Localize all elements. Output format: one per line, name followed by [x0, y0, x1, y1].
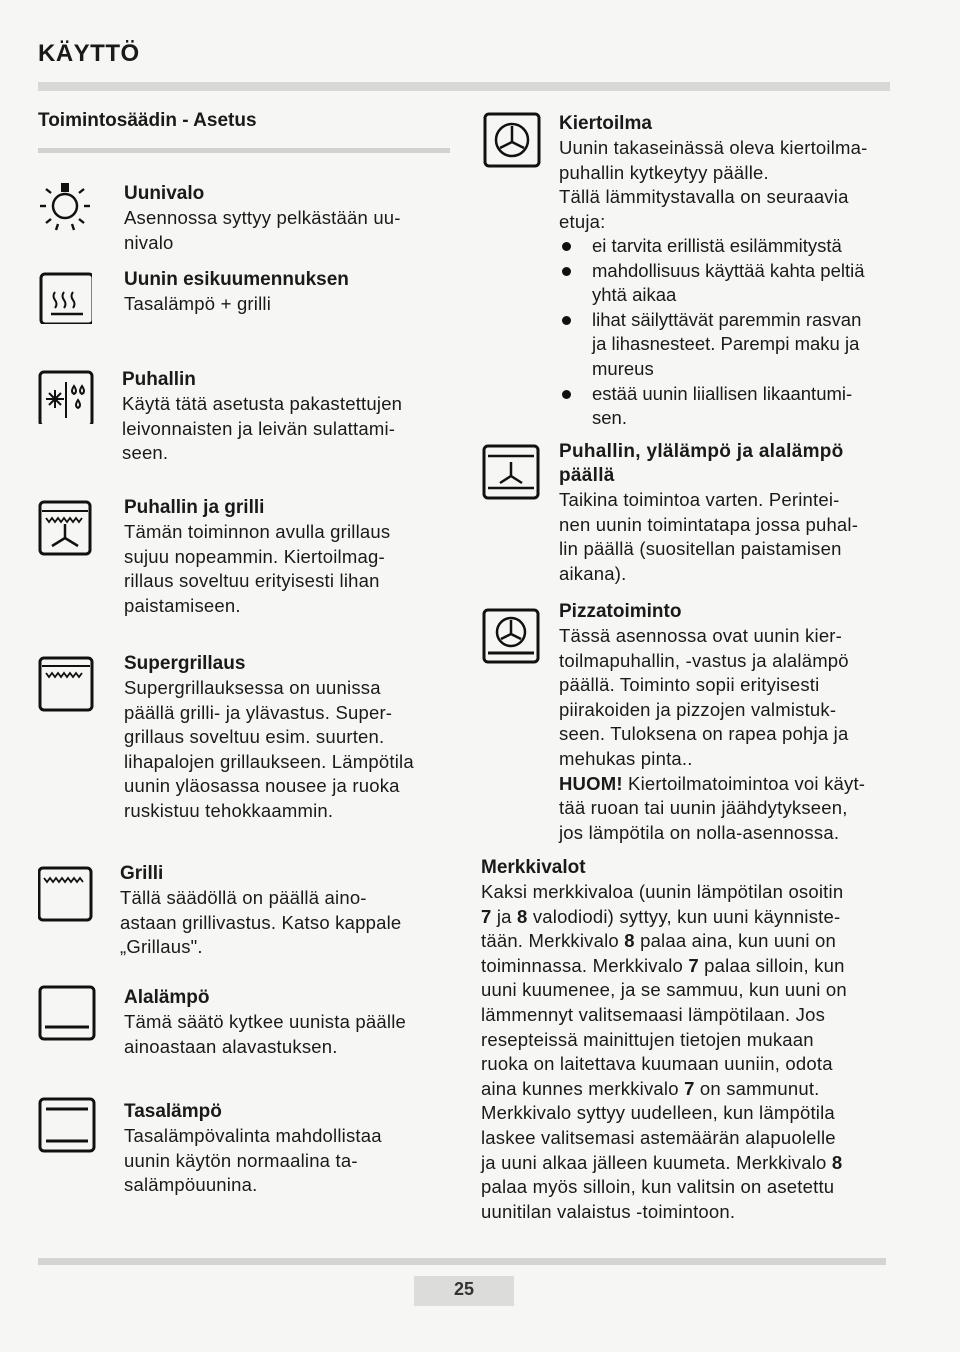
function-title: Supergrillaus — [124, 653, 246, 674]
function-title: Kiertoilma — [559, 113, 652, 134]
grill-icon — [38, 860, 92, 916]
indicator-number: 7 — [481, 905, 492, 927]
defrost-fan-icon — [38, 368, 92, 424]
note-label: HUOM! — [559, 772, 623, 794]
function-title: Puhallin ja grilli — [124, 497, 265, 518]
function-description: Taikina toimintoa varten. Perintei- nen uunin toimintatapa jossa puhal- lin päällä (suositellan paistamisen aikana). — [559, 489, 859, 584]
text-run: valodiodi) syttyy, kun uuni käynniste- tään. Merkkivalo — [481, 905, 841, 952]
text-run: palaa aina, kun uuni on toiminnassa. Merkkivalo — [481, 930, 836, 976]
indicator-number: 7 — [684, 1077, 695, 1099]
function-title: Pizzatoiminto — [559, 601, 682, 622]
pizza-icon — [482, 608, 536, 664]
double-grill-icon — [38, 650, 92, 706]
function-kiertoilma — [482, 110, 902, 440]
section-subtitle: Toimintosäädin - Asetus — [38, 110, 257, 131]
section-title: Merkkivalot — [481, 857, 586, 878]
function-description: Tasalämpövalinta mahdollistaa uunin käytön normaalina ta- salämpöuunina. — [124, 1125, 382, 1196]
header-rule — [38, 82, 890, 91]
text-run: Kaksi merkkivaloa (uunin lämpötilan osoitin — [481, 881, 844, 902]
function-description: Tämän toiminnon avulla grillaus sujuu nopeammin. Kiertoilmag- rillaus soveltuu erityisesti lihan paistamiseen. — [124, 521, 391, 616]
hot-air-fan-icon — [482, 110, 536, 166]
function-grilli — [38, 860, 458, 960]
function-title: Tasalämpö — [124, 1101, 222, 1122]
function-title: Puhallin, ylälämpö ja alalämpö päällä — [559, 441, 844, 486]
function-alalampo — [38, 984, 458, 1064]
function-puhallin — [38, 368, 458, 478]
footer-rule — [38, 1258, 886, 1265]
function-esikuumennus — [38, 268, 458, 332]
function-supergrillaus — [38, 650, 458, 830]
section-body — [481, 880, 893, 1224]
section-merkkivalot — [481, 856, 901, 1236]
indicator-number: 7 — [688, 954, 699, 976]
benefit-list — [559, 234, 899, 431]
function-tasalampo — [38, 1096, 458, 1196]
text-run: palaa silloin, kun uuni kuumenee, ja se sammuu, kun uuni on lämmennyt valitsemaasi lämpötilaan. Jos resepteissä mainittujen tietojen mukaan ruoka on laitettava kuumaan uuniin, odota aina kunnes merkkivalo — [481, 954, 847, 1099]
subtitle-rule — [38, 148, 450, 153]
function-description: Käytä tätä asetusta pakastettujen leivonnaisten ja leivän sulattami- seen. — [122, 393, 403, 464]
function-title: Puhallin — [122, 369, 196, 390]
function-title: Alalämpö — [124, 987, 210, 1008]
text-run: ja — [491, 905, 517, 927]
note-paragraph — [559, 772, 899, 846]
lamp-icon — [38, 178, 92, 234]
page-title: KÄYTTÖ — [38, 40, 140, 67]
function-description: Tasalämpö + grilli — [124, 293, 272, 314]
fan-grill-icon — [38, 494, 92, 550]
function-title: Uunivalo — [124, 183, 205, 204]
function-description: Asennossa syttyy pelkästään uu- nivalo — [124, 207, 401, 253]
function-description: Tällä säädöllä on päällä aino- astaan grillivastus. Katso kappale „Grillaus". — [120, 887, 402, 958]
function-description: Supergrillauksessa on uunissa päällä grilli- ja ylävastus. Super- grillaus soveltuu esim. suurten. lihapalojen grillaukseen. Lämpötila uunin yläosassa nousee ja ruoka ruskistuu tehokkaammin. — [124, 677, 414, 821]
page-number: 25 — [453, 1279, 475, 1299]
list-item: mahdollisuus käyttää kahta peltiä yhtä aikaa — [559, 259, 899, 308]
conventional-heat-icon — [38, 1096, 92, 1152]
function-description: Uunin takaseinässä oleva kiertoilma- puhallin kytkeytyy päälle. Tällä lämmitystavalla on seuraavia etuja: — [559, 137, 868, 232]
list-item: ei tarvita erillistä esilämmitystä — [559, 234, 899, 259]
text-run: on sammunut. Merkkivalo syttyy uudelleen, kun lämpötila laskee valitsemasi astemäärän alapuolelle ja uuni alkaa jälleen kuumeta. Merkkivalo — [481, 1077, 836, 1173]
list-item: estää uunin liiallisen likaantumi- sen. — [559, 382, 899, 431]
fan-top-bottom-icon — [482, 444, 536, 500]
function-description: Tässä asennossa ovat uunin kier- toilmapuhallin, -vastus ja alalämpö päällä. Toiminto sopii erityisesti piirakoiden ja pizzojen valmistuk- seen. Tuloksena on rapea pohja ja mehukas pinta.. — [559, 625, 849, 769]
note-text: Kiertoilmatoimintoa voi käyt- tää ruoan tai uunin jäähdytykseen, jos lämpötila on nolla-asennossa. — [559, 772, 866, 843]
function-description: Tämä säätö kytkee uunista päälle ainoastaan alavastuksen. — [124, 1011, 407, 1057]
function-pizzatoiminto — [482, 600, 902, 850]
indicator-number: 8 — [624, 930, 635, 952]
preheat-icon — [38, 268, 92, 324]
indicator-number: 8 — [831, 1151, 843, 1173]
function-title: Grilli — [120, 863, 164, 884]
bottom-heat-icon — [38, 984, 92, 1040]
function-puhallin-ylalampo-alalampo — [482, 440, 902, 590]
indicator-number: 8 — [516, 905, 528, 927]
function-puhallin-grilli — [38, 494, 458, 624]
function-title: Uunin esikuumennuksen — [124, 269, 349, 290]
list-item: lihat säilyttävät paremmin rasvan ja lihasnesteet. Parempi maku ja mureus — [559, 308, 899, 382]
text-run: palaa myös silloin, kun valitsin on asetettu uunitilan valaistus -toimintoon. — [481, 1176, 835, 1222]
function-uunivalo — [38, 178, 458, 258]
